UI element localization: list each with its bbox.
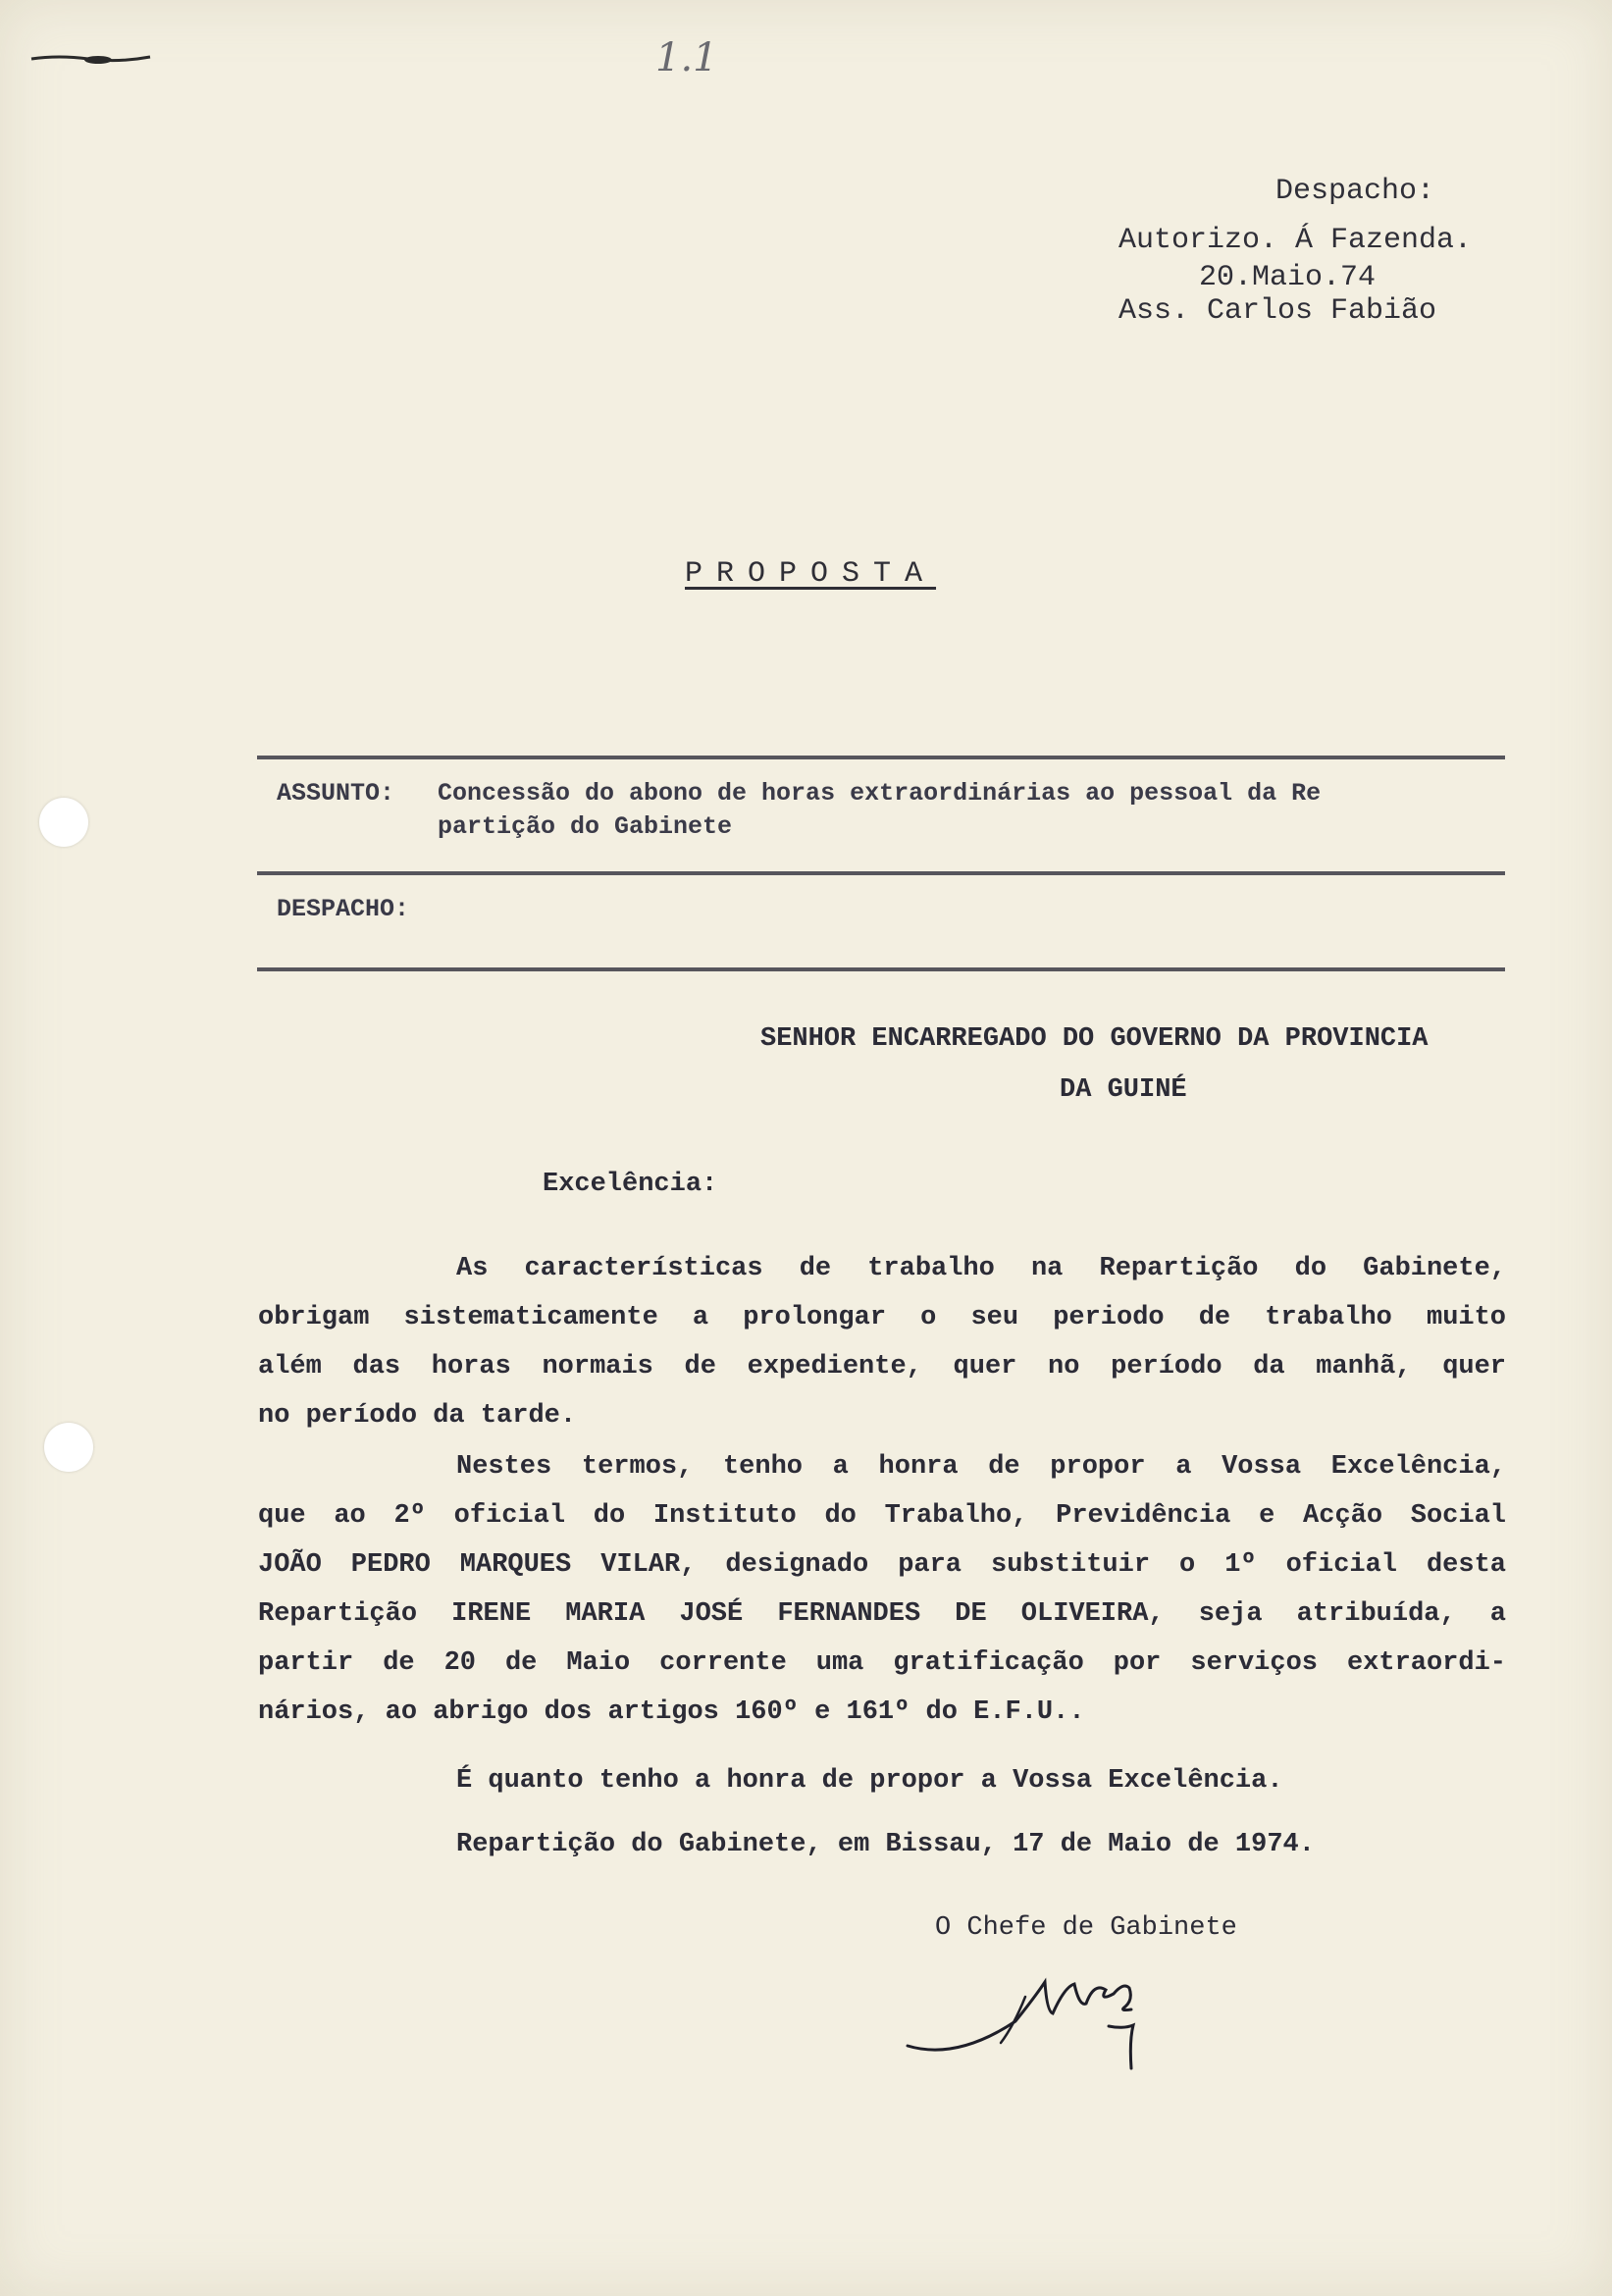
despacho-field-label: DESPACHO: — [277, 895, 410, 923]
document-title: PROPOSTA — [685, 557, 937, 591]
paragraph2-line3: JOÃO PEDRO MARQUES VILAR, designado para substituir o 1º oficial desta — [258, 1550, 1506, 1580]
paragraph1-line3: além das horas normais de expediente, quer no período da manhã, quer — [258, 1352, 1506, 1382]
signatory-title: O Chefe de Gabinete — [935, 1913, 1237, 1943]
top-despacho-line3: Ass. Carlos Fabião — [1118, 294, 1437, 328]
paragraph1-line2: obrigam sistematicamente a prolongar o seu periodo de trabalho muito — [258, 1303, 1506, 1332]
place-and-date: Repartição do Gabinete, em Bissau, 17 de Maio de 1974. — [456, 1830, 1315, 1859]
top-despacho-line2: 20.Maio.74 — [1199, 261, 1377, 294]
addressee-line2: DA GUINÉ — [1060, 1075, 1187, 1105]
top-despacho-line1: Autorizo. Á Fazenda. — [1118, 224, 1473, 257]
handwritten-signature — [898, 1953, 1222, 2100]
closing-sentence: É quanto tenho a honra de propor a Vossa Excelência. — [456, 1766, 1283, 1796]
rule-top — [257, 756, 1505, 759]
salutation: Excelência: — [543, 1170, 718, 1199]
addressee-line1: SENHOR ENCARREGADO DO GOVERNO DA PROVINCIA — [760, 1024, 1429, 1054]
paragraph2-line2: que ao 2º oficial do Instituto do Trabalho, Previdência e Acção Social — [258, 1501, 1506, 1531]
assunto-text-line1: Concessão do abono de horas extraordinárias ao pessoal da Re — [438, 779, 1322, 808]
punch-hole-bottom — [44, 1423, 93, 1472]
rule-bottom — [257, 967, 1505, 971]
assunto-text-line2: partição do Gabinete — [438, 812, 733, 841]
ink-smudge-mark — [29, 51, 152, 65]
paragraph1-line4: no período da tarde. — [258, 1401, 577, 1431]
assunto-label: ASSUNTO: — [277, 779, 395, 808]
punch-hole-top — [39, 798, 88, 847]
paragraph1-line1: As características de trabalho na Repartição do Gabinete, — [456, 1254, 1506, 1283]
paragraph2-line5: partir de 20 de Maio corrente uma gratificação por serviços extraordi- — [258, 1648, 1506, 1678]
rule-middle — [257, 871, 1505, 875]
top-despacho-label: Despacho: — [1275, 175, 1435, 208]
folio-number: 1.1 — [655, 35, 718, 80]
paragraph2-line6: nários, ao abrigo dos artigos 160º e 161º do E.F.U.. — [258, 1697, 1085, 1727]
paragraph2-line1: Nestes termos, tenho a honra de propor a Vossa Excelência, — [456, 1452, 1506, 1482]
paragraph2-line4: Repartição IRENE MARIA JOSÉ FERNANDES DE OLIVEIRA, seja atribuída, a — [258, 1599, 1506, 1629]
